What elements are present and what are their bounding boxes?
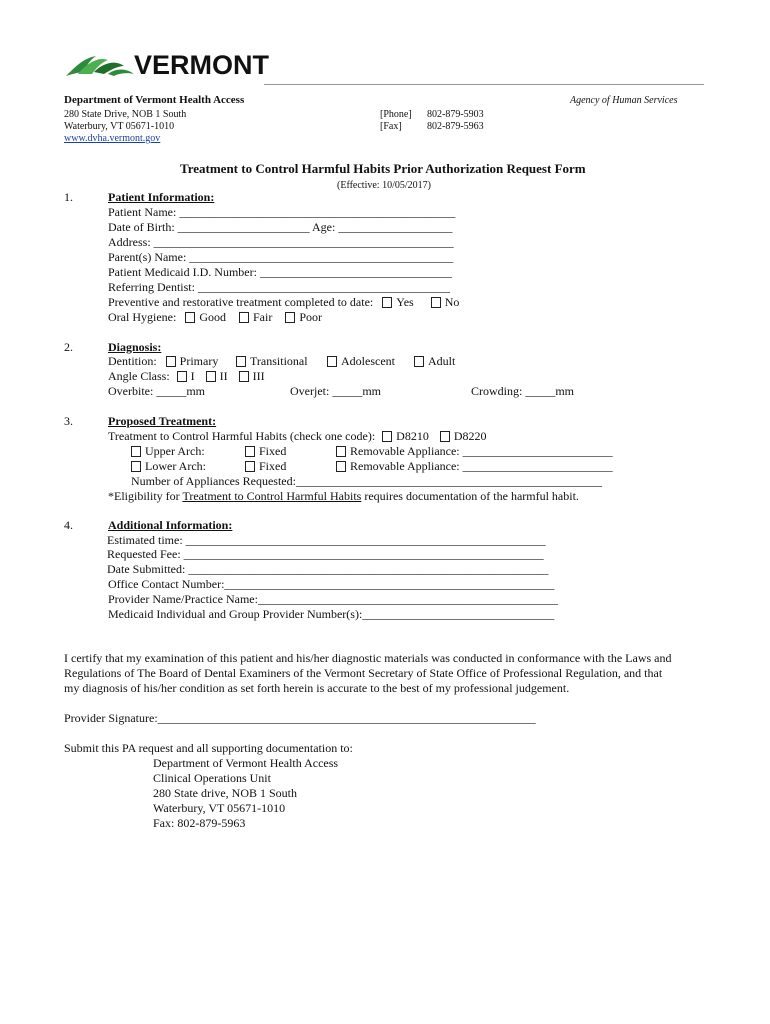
date-submitted-field[interactable]: Date Submitted: ____________________________________________________________ [107,562,549,576]
parents-name-field[interactable]: Parent(s) Name: ____________________________________________ [108,250,454,264]
certification-line3: my diagnosis of his/her condition as set forth herein is accurate to the best of my professional judgement. [64,681,570,695]
address-line2: Waterbury, VT 05671-1010 [64,121,175,132]
preventive-no-checkbox[interactable] [431,297,441,308]
num-appliances-field[interactable]: Number of Appliances Requested:___________________________________________________ [131,474,602,488]
medicaid-id-field[interactable]: Patient Medicaid I.D. Number: ________________________________ [108,265,452,279]
code-d8220-label: D8220 [453,429,487,443]
department-name: Department of Vermont Health Access [64,94,245,106]
submit-intro: Submit this PA request and all supporting documentation to: [64,741,353,755]
dentition-primary-checkbox[interactable] [166,356,176,367]
effective-date: (Effective: 10/05/2017) [337,180,431,191]
estimated-time-field[interactable]: Estimated time: ____________________________________________________________ [107,533,546,547]
section3-number: 3. [64,414,73,428]
eligibility-emphasis: Treatment to Control Harmful Habits [182,489,362,503]
angle-class-2-checkbox[interactable] [206,371,216,382]
lower-removable-checkbox[interactable] [336,461,346,472]
dentition-primary-label: Primary [179,354,219,368]
address-field[interactable]: Address: __________________________________________________ [108,235,454,249]
fax-label: [Fax] [380,121,402,132]
crowding-field[interactable]: Crowding: _____mm [471,384,575,398]
form-title: Treatment to Control Harmful Habits Prior Authorization Request Form [180,161,586,176]
lower-removable-field[interactable]: Removable Appliance: _________________________ [350,459,613,473]
preventive-yes-checkbox[interactable] [382,297,392,308]
website-link[interactable]: www.dvha.vermont.gov [64,133,161,144]
angle-class-1-label: I [190,369,195,383]
lower-fixed-checkbox[interactable] [245,461,255,472]
upper-removable-checkbox[interactable] [336,446,346,457]
upper-removable-field[interactable]: Removable Appliance: _________________________ [350,444,613,458]
lower-arch-checkbox[interactable] [131,461,141,472]
code-d8210-checkbox[interactable] [382,431,392,442]
angle-class-label: Angle Class: [108,369,170,383]
eligibility-prefix: *Eligibility for [108,489,183,503]
section2-heading: Diagnosis: [108,340,162,354]
provider-numbers-field[interactable]: Medicaid Individual and Group Provider Number(s):________________________________ [108,607,555,621]
fax-number: 802-879-5963 [427,121,484,132]
submit-street: 280 State drive, NOB 1 South [153,786,297,800]
upper-arch-checkbox[interactable] [131,446,141,457]
eligibility-suffix: requires documentation of the harmful habit. [361,489,579,503]
referring-dentist-field[interactable]: Referring Dentist: __________________________________________ [108,280,450,294]
phone-number: 802-879-5903 [427,109,484,120]
section1-number: 1. [64,190,73,204]
dob-age-field[interactable]: Date of Birth: ______________________ Age: ___________________ [108,220,453,234]
preventive-label: Preventive and restorative treatment completed to date: [108,295,374,309]
submit-fax: Fax: 802-879-5963 [153,816,246,830]
section4-heading: Additional Information: [108,518,233,532]
address-line1: 280 State Drive, NOB 1 South [64,109,187,120]
lower-arch-label: Lower Arch: [145,459,206,473]
preventive-yes-label: Yes [396,295,414,309]
requested-fee-field[interactable]: Requested Fee: ____________________________________________________________ [107,547,544,561]
agency-name: Agency of Human Services [570,95,678,106]
section3-heading: Proposed Treatment: [108,414,217,428]
provider-name-field[interactable]: Provider Name/Practice Name:__________________________________________________ [108,592,558,606]
mountain-logo-icon [64,48,136,82]
provider-signature-field[interactable]: Provider Signature:_______________________________________________________________ [64,711,536,725]
angle-class-3-label: III [252,369,265,383]
dentition-adult-label: Adult [428,354,456,368]
dentition-transitional-label: Transitional [250,354,308,368]
hygiene-good-label: Good [199,310,226,324]
patient-name-field[interactable]: Patient Name: ______________________________________________ [108,205,456,219]
submit-city: Waterbury, VT 05671-1010 [153,801,286,815]
hygiene-poor-label: Poor [299,310,322,324]
submit-unit: Clinical Operations Unit [153,771,271,785]
dentition-adult-checkbox[interactable] [414,356,424,367]
dentition-adolescent-label: Adolescent [341,354,395,368]
hygiene-poor-checkbox[interactable] [285,312,295,323]
certification-line2: Regulations of The Board of Dental Examiners of the Vermont Secretary of State Office of Professional Regulation, and that [64,666,663,680]
hygiene-fair-label: Fair [252,310,273,324]
dentition-transitional-checkbox[interactable] [236,356,246,367]
header-rule [264,84,704,85]
phone-label: [Phone] [380,109,412,120]
overjet-field[interactable]: Overjet: _____mm [290,384,381,398]
office-contact-field[interactable]: Office Contact Number:_______________________________________________________ [108,577,555,591]
section4-number: 4. [64,518,73,532]
vermont-logo [64,48,269,84]
oral-hygiene-label: Oral Hygiene: [108,310,177,324]
angle-class-3-checkbox[interactable] [239,371,249,382]
hygiene-fair-checkbox[interactable] [239,312,249,323]
hygiene-good-checkbox[interactable] [185,312,195,323]
treatment-code-label: Treatment to Control Harmful Habits (check one code): [108,429,376,443]
dentition-label: Dentition: [108,354,157,368]
upper-fixed-checkbox[interactable] [245,446,255,457]
code-d8210-label: D8210 [396,429,429,443]
section1-heading: Patient Information: [108,190,215,204]
section2-number: 2. [64,340,73,354]
angle-class-2-label: II [219,369,228,383]
eligibility-note [108,489,579,504]
upper-arch-label: Upper Arch: [145,444,205,458]
code-d8220-checkbox[interactable] [440,431,450,442]
submit-org: Department of Vermont Health Access [153,756,339,770]
upper-fixed-label: Fixed [259,444,287,458]
dentition-adolescent-checkbox[interactable] [327,356,337,367]
lower-fixed-label: Fixed [259,459,287,473]
overbite-field[interactable]: Overbite: _____mm [108,384,205,398]
certification-line1: I certify that my examination of this patient and his/her diagnostic materials was conducted in conformance with the Laws and [64,651,672,665]
logo-text: VERMONT [134,50,269,80]
angle-class-1-checkbox[interactable] [177,371,187,382]
preventive-no-label: No [444,295,460,309]
